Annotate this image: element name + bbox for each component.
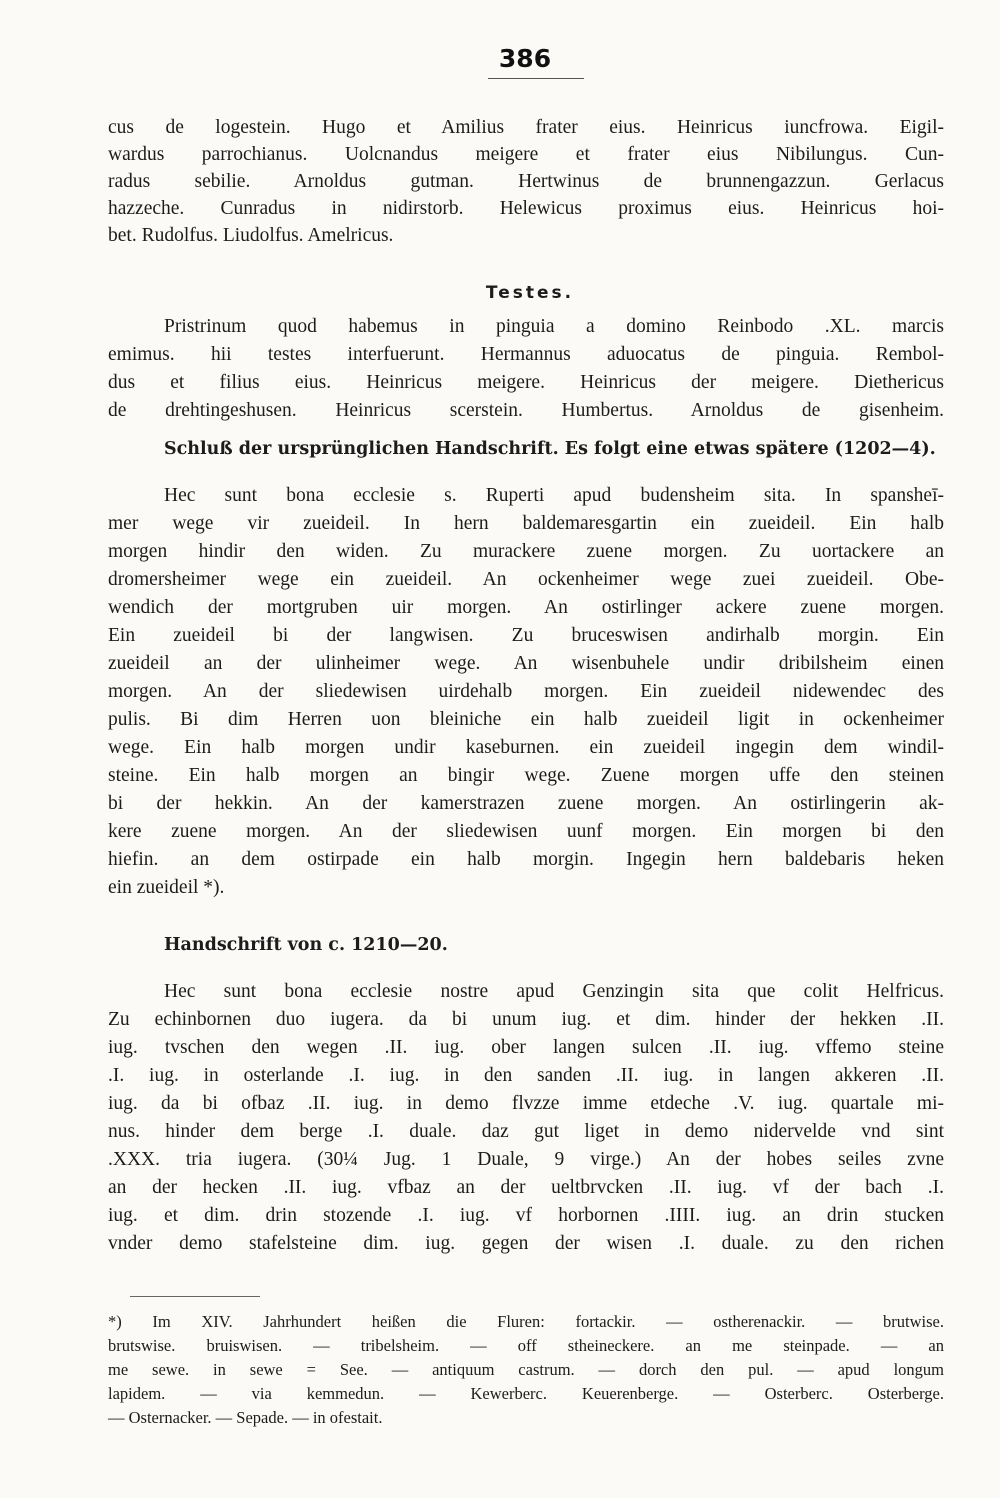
section-heading: Testes. — [485, 283, 575, 303]
text-line: steine. Ein halb morgen an bingir wege. Zuene morgen uffe den steinen — [108, 765, 944, 786]
footnote-line: brutswise. bruiswisen. — tribelsheim. — off stheineckere. an me steinpade. — an — [108, 1336, 944, 1355]
text-line: hiefin. an dem ostirpade ein halb morgin. Ingegin hern baldebaris heken — [108, 849, 944, 870]
text-line: kere zuene morgen. An der sliedewisen uunf morgen. Ein morgen bi den — [108, 821, 944, 842]
text-line: pulis. Bi dim Herren uon bleiniche ein halb zueideil ligit in ockenheimer — [108, 709, 944, 730]
footnote-line: lapidem. — via kemmedun. — Kewerberc. Keuerenberge. — Osterberc. Osterberge. — [108, 1384, 944, 1403]
text-line: .XXX. tria iugera. (30¼ Jug. 1 Duale, 9 virge.) An der hobes seiles zvne — [108, 1149, 944, 1170]
text-line: Ein zueideil bi der langwisen. Zu bruceswisen andirhalb morgin. Ein — [108, 625, 944, 646]
text-line: iug. tvschen den wegen .II. iug. ober langen sulcen .II. iug. vffemo steine — [108, 1037, 944, 1058]
text-line: radus sebilie. Arnoldus gutman. Hertwinus de brunnengazzun. Gerlacus — [108, 171, 944, 192]
text-line: morgen hindir den widen. Zu murackere zuene morgen. Zu uortackere an — [108, 541, 944, 562]
text-line: emimus. hii testes interfuerunt. Hermannus aduocatus de pinguia. Rembol- — [108, 344, 944, 365]
text-line: iug. da bi ofbaz .II. iug. in demo flvzze imme etdeche .V. iug. quartale mi- — [108, 1093, 944, 1114]
text-line: hazzeche. Cunradus in nidirstorb. Helewicus proximus eius. Heinricus hoi- — [108, 198, 944, 219]
text-line: dus et filius eius. Heinricus meigere. Heinricus der meigere. Diethericus — [108, 372, 944, 393]
text-line: bi der hekkin. An der kamerstrazen zuene morgen. An ostirlingerin ak- — [108, 793, 944, 814]
text-line: Hec sunt bona ecclesie nostre apud Genzingin sita que colit Helfricus. — [164, 981, 944, 1002]
text-line: iug. et dim. drin stozende .I. iug. vf horbornen .IIII. iug. an drin stucken — [108, 1205, 944, 1226]
text-line: vnder demo stafelsteine dim. iug. gegen der wisen .I. duale. zu den richen — [108, 1233, 944, 1254]
text-line: Zu echinbornen duo iugera. da bi unum iug. et dim. hinder der hekken .II. — [108, 1009, 944, 1030]
text-line: mer wege vir zueideil. In hern baldemaresgartin ein zueideil. Ein halb — [108, 513, 944, 534]
text-line: Hec sunt bona ecclesie s. Ruperti apud budensheim sita. In spansheī- — [164, 485, 944, 506]
text-line: .I. iug. in osterlande .I. iug. in den sanden .II. iug. in langen akkeren .II. — [108, 1065, 944, 1086]
text-line: an der hecken .II. iug. vfbaz an der ueltbrvcken .II. iug. vf der bach .I. — [108, 1177, 944, 1198]
text-line: ein zueideil *). — [108, 877, 225, 898]
text-line: Pristrinum quod habemus in pinguia a domino Reinbodo .XL. marcis — [164, 316, 944, 337]
text-line: zueideil an der ulinheimer wege. An wisenbuhele undir dribilsheim einen — [108, 653, 944, 674]
text-line: nus. hinder dem berge .I. duale. daz gut liget in demo nidervelde vnd sint — [108, 1121, 944, 1142]
text-line: de drehtingeshusen. Heinricus scerstein. Humbertus. Arnoldus de gisenheim. — [108, 400, 944, 421]
editorial-note: Handschrift von c. 1210—20. — [164, 935, 448, 955]
editorial-note: Schluß der ursprünglichen Handschrift. Es folgt eine etwas spätere (1202—4). — [164, 439, 936, 459]
footnote-line: *) Im XIV. Jahrhundert heißen die Fluren: fortackir. — ostherenackir. — brutwise. — [108, 1312, 944, 1331]
text-line: bet. Rudolfus. Liudolfus. Amelricus. — [108, 225, 394, 246]
text-line: wendich der mortgruben uir morgen. An ostirlinger ackere zuene morgen. — [108, 597, 944, 618]
text-line: dromersheimer wege ein zueideil. An ockenheimer wege zuei zueideil. Obe- — [108, 569, 944, 590]
text-line: cus de logestein. Hugo et Amilius frater eius. Heinricus iuncfrowa. Eigil- — [108, 117, 944, 138]
footnote-line: me sewe. in sewe = See. — antiquum castrum. — dorch den pul. — apud longum — [108, 1360, 944, 1379]
page-number: 386 — [498, 44, 552, 73]
text-line: wardus parrochianus. Uolcnandus meigere et frater eius Nibilungus. Cun- — [108, 144, 944, 165]
page-number-rule — [488, 78, 584, 79]
footnote-line: — Osternacker. — Sepade. — in ofestait. — [108, 1408, 383, 1427]
text-line: wege. Ein halb morgen undir kaseburnen. ein zueideil ingegin dem windil- — [108, 737, 944, 758]
text-line: morgen. An der sliedewisen uirdehalb morgen. Ein zueideil nidewendec des — [108, 681, 944, 702]
footnote-rule — [130, 1296, 260, 1297]
